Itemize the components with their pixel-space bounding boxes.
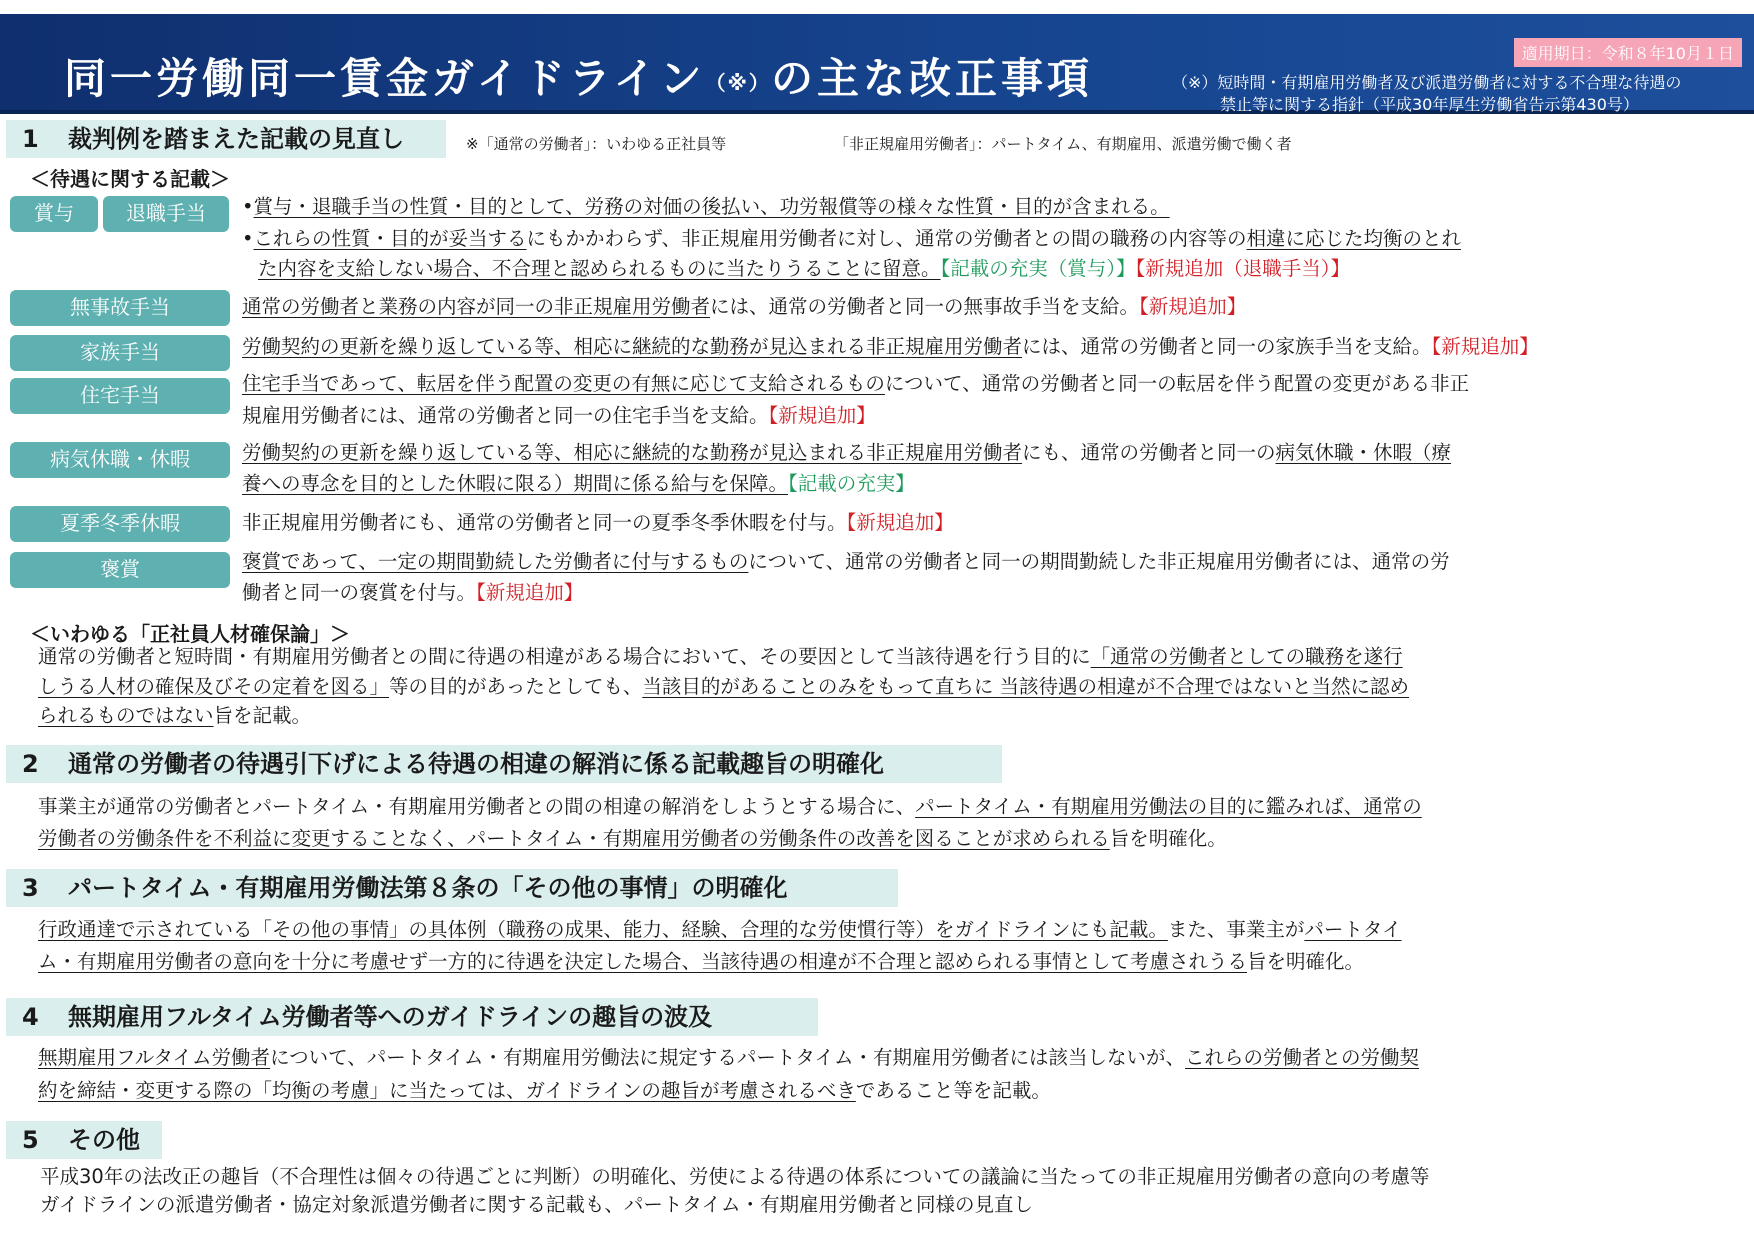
section-5-line-1: 平成30年の法改正の趣旨（不合理性は個々の待遇ごとに判断）の明確化、労使による待遇の体系についての議論に当たっての非正規雇用労働者の意向の考慮等 xyxy=(40,1165,1430,1188)
sick-text-u2: 病気休職・休暇（療 xyxy=(1275,441,1452,464)
housing-text-2: 規雇用労働者には、通常の労働者と同一の住宅手当を支給。 xyxy=(242,404,769,427)
section-2-line-2 xyxy=(38,824,1227,854)
page-title xyxy=(64,46,1093,106)
talent-text-3b: 旨を記載。 xyxy=(213,704,312,727)
bonus-line-2: •これらの性質・目的が妥当するにもかかわらず、非正規雇用労働者に対し、通常の労働者との間の職務の内容等の相違に応じた均衡のとれ xyxy=(242,227,1461,250)
section-3-text-1a: 行政通達で示されている「その他の事情」の具体例（職務の成果、能力、経験、合理的な労使慣行等）をガイドラインにも記載。 xyxy=(38,918,1168,941)
award-line-2 xyxy=(242,578,583,608)
tag-bonus: 賞与 xyxy=(10,196,98,232)
award-text-u: 褒賞であって、一定の期間勤続した労働者に付与するもの xyxy=(242,550,749,573)
accident-tag-new: 【新規追加】 xyxy=(1139,295,1247,318)
section-2-title: 通常の労働者の待遇引下げによる待遇の相違の解消に係る記載趣旨の明確化 xyxy=(68,750,884,778)
guideline-note xyxy=(1172,72,1681,116)
housing-text: について、通常の労働者と同一の転居を伴う配置の変更がある非正 xyxy=(884,372,1470,395)
section-3-text-2u: ム・有期雇用労働者の意向を十分に考慮せず一方的に待遇を決定した場合、当該待遇の相違が不合理と認められる事情として考慮されうる xyxy=(38,950,1248,973)
section-4-line-1 xyxy=(38,1043,1419,1073)
section-3-text-2: 旨を明確化。 xyxy=(1247,950,1365,973)
sick-tag-enhanced: 【記載の充実】 xyxy=(788,472,915,495)
section-4-number: 4 xyxy=(22,1003,39,1031)
section-3-text-1b: また、事業主が xyxy=(1167,918,1305,941)
bonus-tag-enhanced: 【記載の充実（賞与）】 xyxy=(940,257,1136,280)
award-tag-new: 【新規追加】 xyxy=(476,581,584,604)
section-4-text-1c: これらの労働者との労働契 xyxy=(1185,1046,1420,1069)
sick-line-1 xyxy=(242,438,1451,468)
section-2-text-1: 事業主が通常の労働者とパートタイム・有期雇用労働者との間の相違の解消をしようとする場合に、 xyxy=(38,795,916,818)
section-2-text-2u: 労働者の労働条件を不利益に変更することなく、パートタイム・有期雇用労働者の労働条件の改善を図ることが求められる xyxy=(38,827,1110,850)
title-mark: （※） xyxy=(705,71,771,95)
summer-text: 非正規雇用労働者にも、通常の労働者と同一の夏季冬季休暇を付与。 xyxy=(242,511,847,534)
apply-date-badge: 適用期日：令和８年10月１日 xyxy=(1514,38,1742,67)
family-text-u: 労働契約の更新を繰り返している等、相応に継続的な勤務が見込まれる非正規雇用労働者 xyxy=(242,335,1023,358)
section-1-number: 1 xyxy=(22,125,39,153)
award-text-2: 働者と同一の褒賞を付与。 xyxy=(242,581,477,604)
title-tail: の主な改正事項 xyxy=(770,54,1093,103)
title-main: 同一労働同一賃金ガイドライン xyxy=(64,54,706,103)
talent-text-2b: 等の目的があったとしても、 xyxy=(389,675,643,698)
section-1-heading xyxy=(6,120,446,158)
family-text: には、通常の労働者と同一の家族手当を支給。 xyxy=(1022,335,1432,358)
talent-text-1u: 「通常の労働者としての職務を遂行 xyxy=(1090,645,1403,668)
sick-line-2 xyxy=(242,469,915,499)
tag-sick-leave: 病気休職・休暇 xyxy=(10,442,230,478)
section-4-text-2: であること等を記載。 xyxy=(855,1079,1051,1102)
housing-line-1 xyxy=(242,369,1469,399)
section-3-line-2 xyxy=(38,947,1364,977)
talent-text-1: 通常の労働者と短時間・有期雇用労働者との間に待遇の相違がある場合において、その要因として当該待遇を行う目的に xyxy=(38,645,1091,668)
family-tag-new: 【新規追加】 xyxy=(1431,335,1539,358)
sick-text-u: 労働契約の更新を繰り返している等、相応に継続的な勤務が見込まれる非正規雇用労働者 xyxy=(242,441,1023,464)
section-4-line-2 xyxy=(38,1076,1051,1106)
bonus-text-3a: た内容を支給しない場合、 xyxy=(258,257,493,280)
section-5-number: 5 xyxy=(22,1126,39,1154)
section-1-title: 裁判例を踏まえた記載の見直し xyxy=(68,125,404,153)
summer-tag-new: 【新規追加】 xyxy=(846,511,954,534)
tag-housing: 住宅手当 xyxy=(10,378,230,414)
section-5-title: その他 xyxy=(68,1126,140,1154)
bonus-line-3 xyxy=(258,254,1350,284)
housing-line-2 xyxy=(242,401,876,431)
summer-line xyxy=(242,508,954,538)
housing-tag-new: 【新規追加】 xyxy=(768,404,876,427)
section-3-heading xyxy=(6,869,898,907)
section-5-line-2: ガイドラインの派遣労働者・協定対象派遣労働者に関する記載も、パートタイム・有期雇用労働者と同様の見直し xyxy=(40,1193,1033,1216)
talent-line-1 xyxy=(38,642,1403,672)
bonus-text-2a: これらの性質・目的が妥当する xyxy=(253,227,527,250)
section-4-title: 無期雇用フルタイム労働者等へのガイドラインの趣旨の波及 xyxy=(68,1003,713,1031)
talent-subheading: ＜いわゆる「正社員人材確保論」＞ xyxy=(30,622,350,646)
section-4-text-1a: 無期雇用フルタイム労働者 xyxy=(38,1046,271,1069)
award-line-1 xyxy=(242,547,1450,577)
note-line-1: （※）短時間・有期雇用労働者及び派遣労働者に対する不合理な待遇の xyxy=(1172,73,1682,92)
note-regular: ※「通常の労働者」：いわゆる正社員等 xyxy=(466,135,727,153)
section-3-line-1 xyxy=(38,915,1401,945)
section-5-heading xyxy=(6,1121,162,1159)
tag-retirement: 退職手当 xyxy=(103,196,229,232)
sick-text-2: 養への専念を目的とした休暇に限る）期間に係る給与を保障。 xyxy=(242,472,789,495)
talent-text-2a: しうる人材の確保及びその定着を図る」 xyxy=(38,675,390,698)
bonus-text-2b: にもかかわらず、非正規雇用労働者に対し、通常の労働者との間の職務の内容等の xyxy=(526,227,1247,250)
section-2-text-1u: パートタイム・有期雇用労働法の目的に鑑みれば、通常の xyxy=(915,795,1422,818)
talent-line-2 xyxy=(38,672,1409,702)
family-line xyxy=(242,332,1539,362)
header-banner xyxy=(0,14,1754,114)
talent-text-3a: られるものではない xyxy=(38,704,214,727)
award-text: について、通常の労働者と同一の期間勤続した非正規雇用労働者には、通常の労 xyxy=(748,550,1450,573)
bonus-tag-new: 【新規追加（退職手当）】 xyxy=(1135,257,1351,280)
accident-text: には、通常の労働者と同一の無事故手当を支給。 xyxy=(710,295,1140,318)
section-2-line-1 xyxy=(38,792,1422,822)
section-2-number: 2 xyxy=(22,750,39,778)
section-4-text-2u: 約を締結・変更する際の「均衡の考慮」に当たっては、ガイドラインの趣旨が考慮されるべき xyxy=(38,1079,856,1102)
bonus-line-1: •賞与・退職手当の性質・目的として、労務の対価の後払い、功労報償等の様々な性質・目的が含まれる。 xyxy=(242,195,1170,218)
housing-text-u: 住宅手当であって、転居を伴う配置の変更の有無に応じて支給されるもの xyxy=(242,372,885,395)
section-3-text-1c: パートタイ xyxy=(1304,918,1402,941)
sick-text: にも、通常の労働者と同一の xyxy=(1022,441,1276,464)
accident-text-u: 通常の労働者と業務の内容が同一の非正規雇用労働者 xyxy=(242,295,711,318)
talent-line-3 xyxy=(38,701,311,731)
tag-accident: 無事故手当 xyxy=(10,290,230,326)
talent-text-2c: 当該目的があることのみをもって直ちに 当該待遇の相違が不合理ではないと当然に認め xyxy=(642,675,1410,698)
accident-line xyxy=(242,292,1246,322)
section-3-number: 3 xyxy=(22,874,39,902)
section-2-heading xyxy=(6,745,1002,783)
note-line-2: 禁止等に関する指針（平成30年厚生労働省告示第430号） xyxy=(1220,95,1639,114)
treatment-subheading: ＜待遇に関する記載＞ xyxy=(30,167,230,191)
bonus-text-1: 賞与・退職手当の性質・目的として、労務の対価の後払い、功労報償等の様々な性質・目的が含まれる。 xyxy=(253,195,1170,218)
tag-family: 家族手当 xyxy=(10,335,230,371)
bonus-text-3b: 不合理と認められるものに当たりうることに留意。 xyxy=(492,257,941,280)
bonus-text-2c: 相違に応じた均衡のとれ xyxy=(1246,227,1461,250)
section-3-title: パートタイム・有期雇用労働法第８条の「その他の事情」の明確化 xyxy=(68,874,788,902)
section-2-text-2: 旨を明確化。 xyxy=(1109,827,1227,850)
tag-summer-winter: 夏季冬季休暇 xyxy=(10,506,230,542)
note-nonregular: 「非正規雇用労働者」：パートタイム、有期雇用、派遣労働で働く者 xyxy=(834,135,1292,153)
tag-award: 褒賞 xyxy=(10,552,230,588)
section-4-heading xyxy=(6,998,818,1036)
section-4-text-1b: について、パートタイム・有期雇用労働法に規定するパートタイム・有期雇用労働者には該当しないが、 xyxy=(270,1046,1186,1069)
